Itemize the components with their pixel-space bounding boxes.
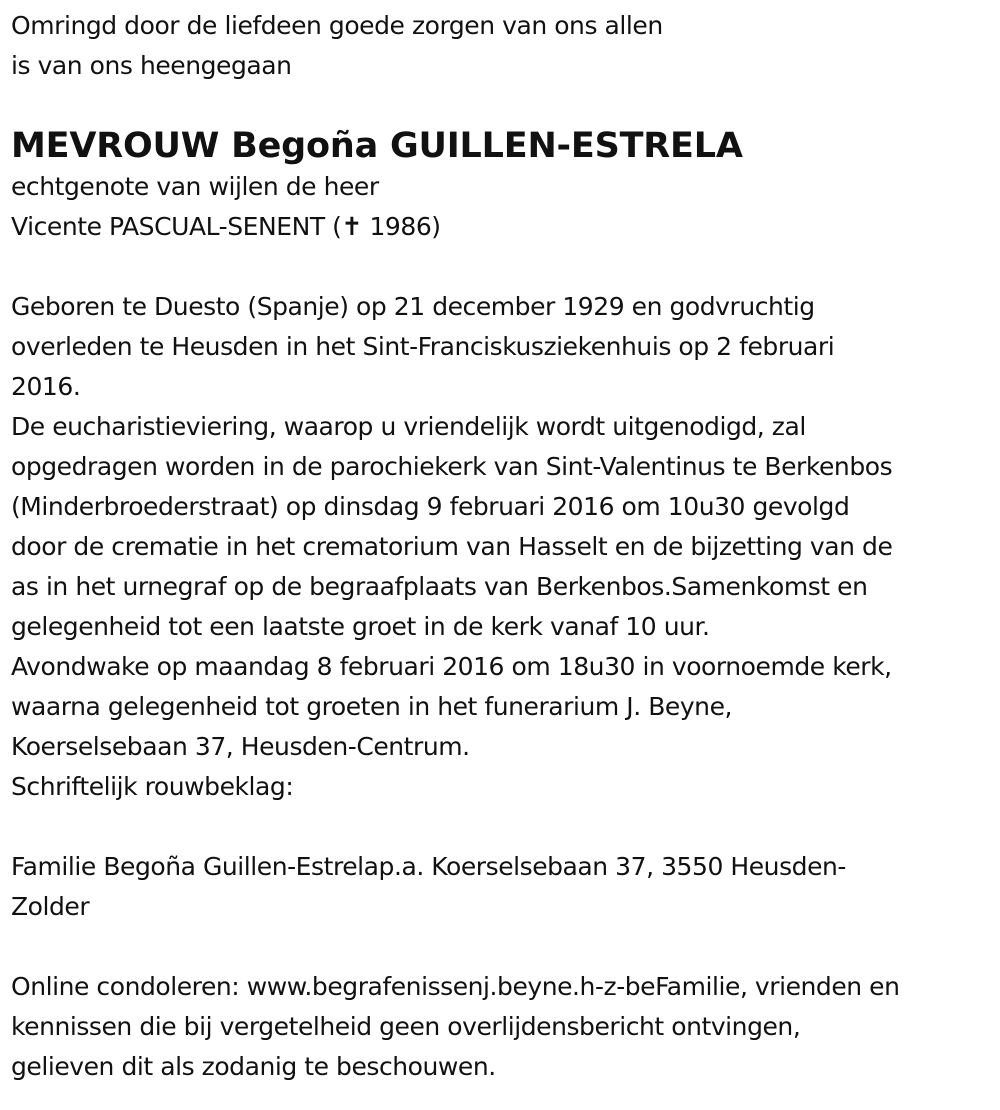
body-line-5: opgedragen worden in de parochiekerk van Sint-Valentinus te Berkenbos bbox=[11, 452, 893, 481]
body-line-11: waarna gelegenheid tot groeten in het funerarium J. Beyne, bbox=[11, 692, 733, 721]
spouse-line bbox=[11, 207, 990, 247]
body-line-3: 2016. bbox=[11, 372, 81, 401]
body-line-13: Schriftelijk rouwbeklag: bbox=[11, 772, 294, 801]
body-line-12: Koerselsebaan 37, Heusden-Centrum. bbox=[11, 732, 470, 761]
online-line-2: kennissen die bij vergetelheid geen overlijdensbericht ontvingen, bbox=[11, 1012, 801, 1041]
spouse-death-year: 1986) bbox=[361, 212, 441, 241]
family-line-2: Zolder bbox=[11, 892, 90, 921]
body-line-1: Geboren te Duesto (Spanje) op 21 december 1929 en godvruchtig bbox=[11, 292, 815, 321]
intro-line-1: Omringd door de liefdeen goede zorgen van ons allen bbox=[11, 11, 663, 40]
relation-line: echtgenote van wijlen de heer bbox=[11, 172, 379, 201]
spouse-name: Vicente PASCUAL-SENENT ( bbox=[11, 212, 342, 241]
body-line-10: Avondwake op maandag 8 februari 2016 om 18u30 in voornoemde kerk, bbox=[11, 652, 892, 681]
online-line-3: gelieven dit als zodanig te beschouwen. bbox=[11, 1052, 496, 1081]
body-line-8: as in het urnegraf op de begraafplaats van Berkenbos.Samenkomst en bbox=[11, 572, 868, 601]
spacer bbox=[11, 247, 990, 287]
online-line-1: Online condoleren: www.begrafenissenj.beyne.h-z-beFamilie, vrienden en bbox=[11, 972, 900, 1001]
deceased-name: MEVROUW Begoña GUILLEN-ESTRELA bbox=[11, 126, 743, 166]
cross-icon: ✝ bbox=[341, 212, 362, 241]
family-line-1: Familie Begoña Guillen-Estrelap.a. Koerselsebaan 37, 3550 Heusden- bbox=[11, 852, 846, 881]
body-line-9: gelegenheid tot een laatste groet in de kerk vanaf 10 uur. bbox=[11, 612, 710, 641]
body-line-6: (Minderbroederstraat) op dinsdag 9 februari 2016 om 10u30 gevolgd bbox=[11, 492, 850, 521]
body-line-2: overleden te Heusden in het Sint-Franciskusziekenhuis op 2 februari bbox=[11, 332, 835, 361]
body-line-7: door de crematie in het crematorium van Hasselt en de bijzetting van de bbox=[11, 532, 893, 561]
body-line-4: De eucharistieviering, waarop u vriendelijk wordt uitgenodigd, zal bbox=[11, 412, 806, 441]
intro-line-2: is van ons heengegaan bbox=[11, 51, 292, 80]
spacer bbox=[11, 927, 990, 967]
spacer bbox=[11, 807, 990, 847]
